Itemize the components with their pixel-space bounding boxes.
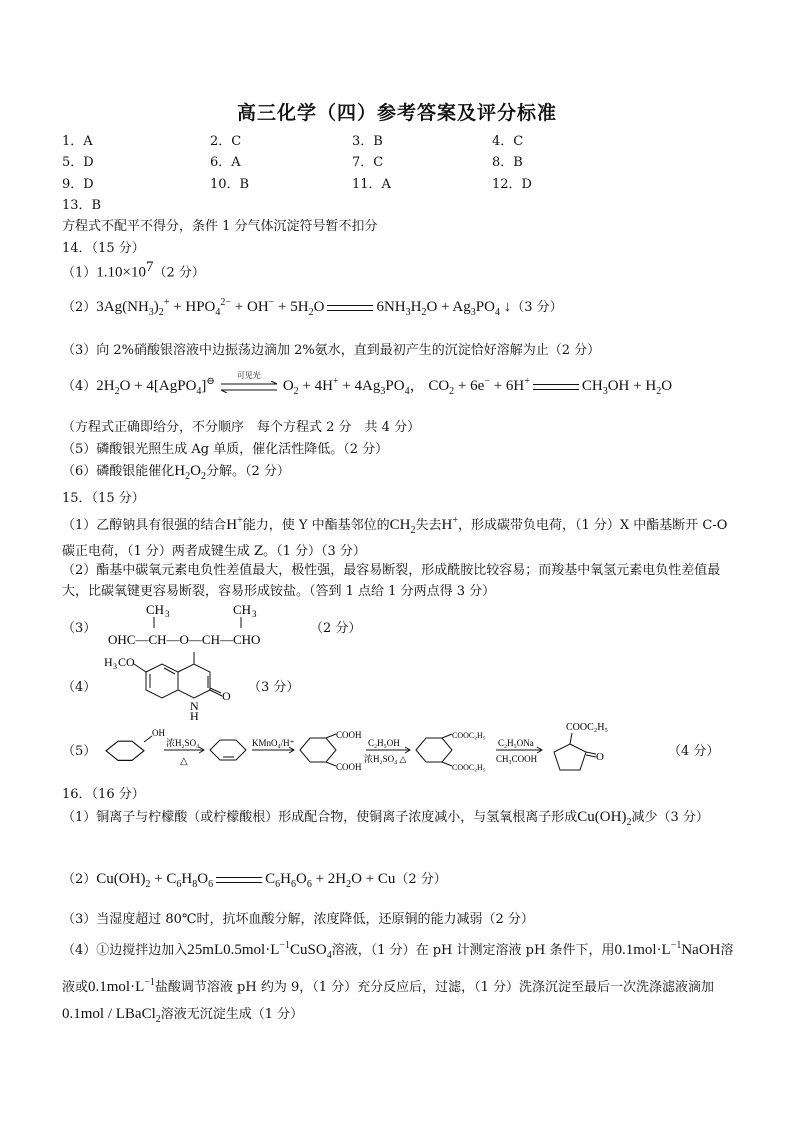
naoh-solution: $0.1mol\cdot L^{-1}NaOH$ [614, 940, 721, 958]
h-plus: H+ [226, 515, 243, 533]
svg-text:OHC—CH—O—CH—CHO: OHC—CH—O—CH—CHO [108, 632, 261, 647]
q16-a4-text: 溶液或 [62, 943, 734, 995]
q15-a5-route [96, 718, 656, 784]
h-plus: H+ [441, 515, 458, 533]
equals-sign [533, 384, 579, 390]
q16-a4-text: 溶液无沉淀生成（1 分） [160, 1007, 304, 1022]
q14-a1-exp: 7 [146, 259, 154, 275]
q14-a1-score: （2 分） [153, 265, 205, 281]
q14-answer-1 [62, 259, 205, 281]
q15-heading: 15．（15 分） [62, 491, 145, 506]
svg-text:H: H [190, 709, 199, 720]
q14-heading: 14．（15 分） [62, 241, 145, 256]
equals-sign [327, 305, 373, 311]
q16-heading: 16．（16 分） [62, 787, 145, 802]
svg-text:CH: CH [146, 602, 165, 617]
svg-text:C₂H₅ONa: C₂H₅ONa [498, 738, 534, 748]
choice-answer: 3．B [352, 134, 383, 149]
q14-a1-label: （1） [62, 265, 97, 281]
q15-a3-label: （3） [62, 621, 97, 636]
q14-a1-value: 1.10×10 [96, 264, 146, 281]
q14-a6-text: （6）磷酸银能催化 [62, 464, 175, 479]
q16-a4-text: （4）①边搅拌边加入 [62, 943, 188, 958]
q15-a1-text: （1）乙醇钠具有很强的结合 [62, 518, 227, 533]
cu-oh2-formula: $Cu(OH)_2$ [577, 809, 632, 828]
q16-a1-text: 减少（3 分） [631, 810, 709, 825]
q16-answer-3: （3）当湿度超过 80℃时，抗坏血酸分解，浓度降低，还原铜的能力减弱（2 分） [62, 912, 534, 927]
bacl2-solution: 0.1mol / LBaCl$_2$ [62, 1006, 161, 1025]
q16-a4-text: 盐酸调节溶液 pH 约为 9，（1 分）充分反应后，过滤，（1 分）洗涤沉淀至最后一次洗涤滤液滴加 [154, 980, 715, 995]
q14-answer-3: （3）向 2%硝酸银溶液中边振荡边滴加 2%氨水，直到最初产生的沉淀恰好溶解为止（2 分） [62, 343, 601, 358]
svg-text:3: 3 [165, 609, 170, 619]
scoring-note: 方程式不配平不得分，条件 1 分气体沉淀符号暂不扣分 [62, 219, 378, 234]
svg-text:浓H₂SO₄ △: 浓H₂SO₄ △ [364, 754, 407, 764]
q15-a4-structure [104, 652, 244, 724]
svg-text:O: O [222, 689, 231, 703]
q16-a2-label: （2） [62, 872, 97, 887]
choice-answer: 12．D [492, 177, 532, 192]
choice-answer: 5．D [62, 155, 94, 170]
q15-a1-text: ，形成碳带负电荷，（1 分）X 中酯基断开 C-O 碳正电荷，（1 分）两者成键生成 Z。（1 分）（3 分） [62, 518, 728, 559]
q14-answer-6 [62, 460, 290, 482]
choice-answer: 10．B [210, 177, 250, 192]
q16-a1-text: （1）铜离子与柠檬酸（或柠檬酸根）形成配合物，使铜离子浓度减小，与氢氧根离子形成 [62, 810, 578, 825]
svg-text:COOH: COOH [336, 762, 362, 772]
h2o2-formula: $H_2O_2$ [174, 463, 206, 482]
svg-text:COOH: COOH [336, 730, 362, 740]
cuso4-solution: $25mL0.5mol\cdot L^{-1}CuSO_4$ [187, 940, 332, 961]
svg-text:COOC₂H₅: COOC₂H₅ [452, 763, 486, 772]
reaction-condition: 可见光 [236, 370, 261, 380]
choice-answer: 7．C [352, 155, 384, 170]
q16-answer-2 [62, 868, 447, 890]
q16-a2-equation: $Cu(OH)_2 + C_6H_8O_6$ $C_6H_6O_6 + 2H_2O + Cu$ [96, 871, 396, 890]
q16-answer-4 [62, 932, 734, 1033]
q14-a2-label: （2） [62, 300, 97, 315]
q14-a4-equation-1: $2H_2O$ + 4[AgPO$_4$]⊖ 可见光 $O_2 + 4H^+ + 4Ag_3PO_4$， $CO_2 + 6e^- + 6H^+$ $CH_3OH + H_2O$ [96, 370, 673, 397]
svg-text:COOC₂H₅: COOC₂H₅ [566, 722, 608, 733]
choice-answer: 1．A [62, 134, 93, 149]
q14-answer-4 [62, 370, 673, 397]
choice-answer: 9．D [62, 177, 94, 192]
choice-answer: 13．B [62, 198, 102, 213]
svg-text:COOC₂H₅: COOC₂H₅ [452, 731, 486, 740]
q14-answer-5: （5）磷酸银光照生成 Ag 单质，催化活性降低。（2 分） [62, 442, 389, 457]
q14-a2-equation: $3Ag(NH_3)_2^+ + HPO_4^{2-} + OH^- + 5H_2O$ $6NH_3H_2O + Ag_3PO_4$ ↓ [96, 297, 512, 318]
svg-text:N: N [190, 699, 199, 713]
q15-a3-score: （2 分） [310, 621, 362, 636]
choice-answer: 2．C [210, 134, 242, 149]
choice-answer: 6．A [210, 155, 241, 170]
svg-text:CH₃COOH: CH₃COOH [496, 754, 538, 764]
svg-text:3: 3 [113, 662, 117, 671]
equals-sign [216, 877, 262, 883]
svg-text:KMnO₄/H⁺: KMnO₄/H⁺ [252, 738, 295, 748]
svg-text:O: O [596, 751, 604, 763]
q14-a4-label: （4） [62, 379, 97, 394]
q15-a4-label: （4） [62, 680, 97, 695]
svg-text:OH: OH [152, 728, 165, 738]
svg-text:CH: CH [233, 602, 252, 617]
q16-a4-text: 溶液，（1 分）在 pH 计测定溶液 pH 条件下，用 [331, 943, 615, 958]
choice-answer: 11．A [352, 177, 391, 192]
q15-a4-score: （3 分） [248, 680, 300, 695]
q15-a1-text: 失去 [415, 518, 442, 533]
q15-a1-text: 能力，使 Y 中酯基邻位的 [242, 518, 390, 533]
svg-text:C₂H₅OH: C₂H₅OH [368, 738, 400, 748]
q14-a2-score: （3 分） [511, 300, 563, 315]
q14-answer-2 [62, 296, 563, 318]
q16-answer-1 [62, 804, 734, 836]
svg-text:△: △ [180, 756, 188, 767]
q15-answer-2: （2）酯基中碳氧元素电负性差值最大，极性强，最容易断裂，形成酰胺比较容易；而羧基中氧氢元素电负性差值最大，比碳氧键更容易断裂，容易形成铵盐。（答到 1 点给 1 分两点得 3 分） [62, 563, 721, 599]
choice-answer: 4．C [492, 134, 524, 149]
hcl-concentration: $0.1mol\cdot L^{-1}$ [88, 977, 155, 995]
q16-a2-score: （2 分） [395, 872, 447, 887]
ch2-formula: $CH_2$ [389, 517, 416, 536]
q15-a5-label: （5） [62, 744, 97, 759]
q15-a3-structure [108, 600, 308, 656]
q14-answer-4-note: （方程式正确即给分，不分顺序 每个方程式 2 分 共 4 分） [62, 420, 421, 435]
svg-text:CO: CO [118, 655, 135, 669]
q15-answer-1 [62, 510, 734, 562]
page-title: 高三化学（四）参考答案及评分标准 [236, 102, 557, 124]
svg-text:3: 3 [252, 609, 257, 619]
svg-text:H: H [104, 655, 113, 669]
choice-answer: 8．B [492, 155, 523, 170]
q14-a6-text-end: 分解。（2 分） [205, 464, 290, 479]
reagent-label: 浓H₂SO₄ [166, 738, 200, 748]
q15-a5-score: （4 分） [668, 744, 720, 759]
reversible-arrow [219, 370, 279, 395]
